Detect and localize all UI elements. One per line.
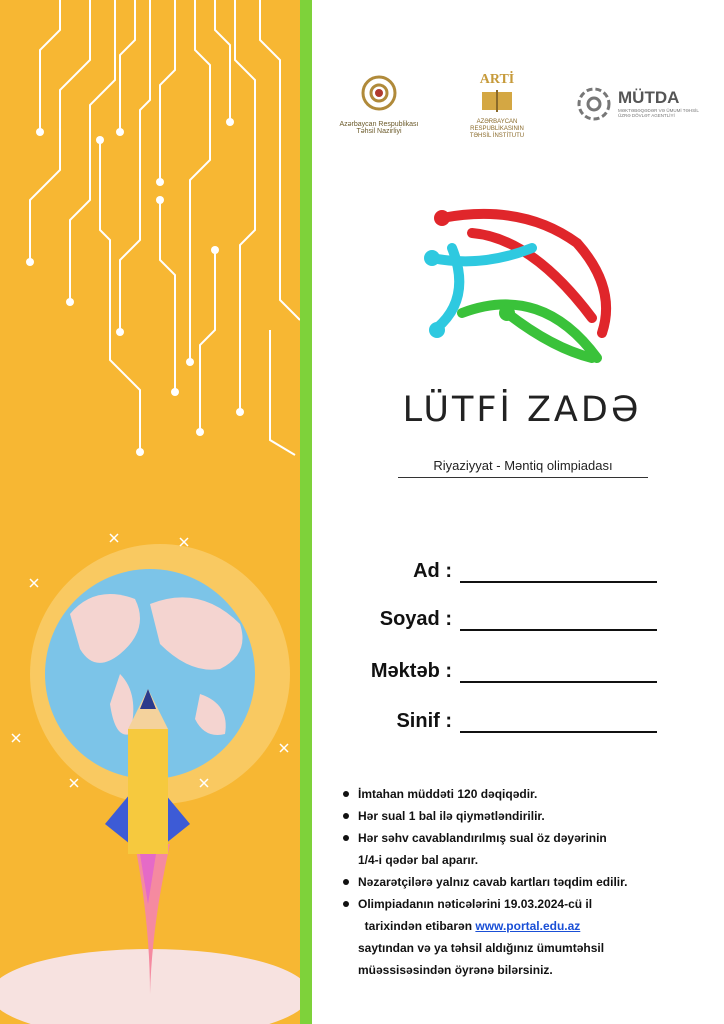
olympiad-title: LÜTFİ ZADƏ xyxy=(402,390,642,430)
name-label: Ad : xyxy=(413,560,452,582)
mutda-emblem-icon xyxy=(574,84,614,124)
class-label: Sinif : xyxy=(396,710,452,732)
rule-results-line4: müəssisəsindən öyrənə bilərsiniz. xyxy=(358,963,553,977)
divider-stripe xyxy=(300,0,312,1024)
book-icon xyxy=(480,88,514,114)
globe-rocket-illustration xyxy=(0,524,300,1024)
ministry-emblem-icon xyxy=(356,70,402,116)
rule-penalty xyxy=(340,827,710,871)
school-input-line[interactable] xyxy=(460,681,657,683)
rules-list xyxy=(340,783,710,981)
class-input-line[interactable] xyxy=(460,731,657,733)
class-field[interactable] xyxy=(332,710,657,740)
rule-penalty-line2: 1/4-i qədər bal aparır. xyxy=(358,853,479,867)
rule-duration-text: İmtahan müddəti 120 dəqiqədir. xyxy=(358,787,538,801)
rule-points xyxy=(340,805,710,827)
name-input-line[interactable] xyxy=(460,581,657,583)
surname-label: Soyad : xyxy=(379,608,452,630)
school-label: Məktəb : xyxy=(370,660,452,682)
name-field[interactable] xyxy=(332,560,657,590)
rule-points-text: Hər sual 1 bal ilə qiymətləndirilir. xyxy=(358,809,545,823)
olympiad-subtitle: Riyaziyyat - Məntiq olimpiadası xyxy=(398,458,648,478)
rule-results xyxy=(340,893,710,981)
ministry-line2: Təhsil Nazirliyi xyxy=(356,128,402,135)
school-field[interactable] xyxy=(332,660,657,690)
decorative-panel xyxy=(0,0,300,1024)
surname-field[interactable] xyxy=(332,608,657,638)
rule-results-line3: saytından və ya təhsil aldığınız ümumtəhsil xyxy=(358,941,605,955)
arti-line1: AZƏRBAYCAN RESPUBLİKASININ xyxy=(470,119,524,132)
arti-logo xyxy=(452,72,542,140)
rule-results-line1: Olimpiadanın nəticələrini 19.03.2024-cü il xyxy=(358,897,593,911)
mutda-caption: MƏKTƏBƏQƏDƏR VƏ ÜMUMİ TƏHSİL ÜZRƏ DÖVLƏT AGENTLİYİ xyxy=(618,108,699,118)
rule-penalty-line1: Hər səhv cavablandırılmış sual öz dəyərinin xyxy=(358,831,607,845)
content-panel xyxy=(312,0,724,1024)
surname-input-line[interactable] xyxy=(460,629,657,631)
rule-answer-cards-text: Nəzarətçilərə yalnız cavab kartları təqdim edilir. xyxy=(358,875,628,889)
ministry-logo xyxy=(324,70,434,135)
rule-results-line2 xyxy=(358,915,710,937)
portal-link[interactable]: www.portal.edu.az xyxy=(475,919,581,933)
mutda-title: MÜTDA xyxy=(618,88,680,107)
arti-title: ARTİ xyxy=(479,72,515,87)
rule-duration xyxy=(340,783,710,805)
circuit-lines-graphic xyxy=(0,0,300,470)
ministry-line1: Azərbaycan Respublikası xyxy=(339,121,419,128)
arti-line2: TƏHSİL İNSTİTUTU xyxy=(469,133,525,139)
rule-answer-cards xyxy=(340,871,710,893)
leaf-brain-icon xyxy=(412,198,612,378)
rule-results-line2-text: tarixindən etibarən xyxy=(364,919,473,933)
